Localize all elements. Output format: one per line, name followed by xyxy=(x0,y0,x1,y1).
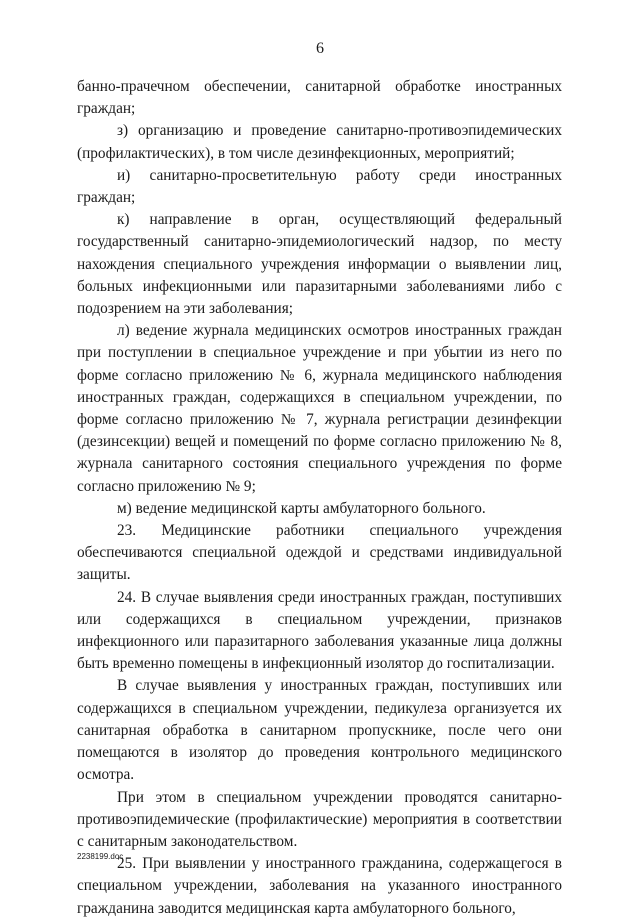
page-number: 6 xyxy=(316,40,324,57)
paragraph-24-pediculosis: В случае выявления у иностранных граждан, поступивших или содержащихся в специальном учреждении, педикулеза организуется их санитарная обработка в санитарном пропускнике, после чего они помещаются в изолятор до проведения контрольного медицинского осмотра. xyxy=(77,677,562,784)
paragraph-item-k: к) направление в орган, осуществляющий федеральный государственный санитарно-эпидемиологический надзор, по месту нахождения специального учреждения информации о выявлении лиц, больных инфекционными или паразитарными заболеваниями либо с подозрением на эти заболевания; xyxy=(77,211,562,318)
paragraph-item-i: и) санитарно-просветительную работу среди иностранных граждан; xyxy=(77,166,562,207)
paragraph-25: 25. При выявлении у иностранного гражданина, содержащегося в специальном учреждении, заболевания на указанного иностранного гражданина заводится медицинская карта амбулаторного больного, xyxy=(77,855,562,917)
paragraph-23: 23. Медицинские работники специального учреждения обеспечиваются специальной одеждой и средствами индивидуальной защиты. xyxy=(77,522,562,584)
paragraph-24-measures: При этом в специальном учреждении проводятся санитарно-противоэпидемические (профилактические) мероприятия в соответствии с санитарным законодательством. xyxy=(77,788,562,850)
paragraph-item-l: л) ведение журнала медицинских осмотров иностранных граждан при поступлении в специальное учреждение и при убытии из него по форме согласно приложению № 6, журнала медицинского наблюдения иностранных граждан, содержащихся в специальном учреждении, по форме согласно приложению № 7, журнала регистрации дезинфекции (дезинсекции) вещей и помещений по форме согласно приложению № 8, журнала санитарного состояния специального учреждения по форме согласно приложению № 9; xyxy=(77,322,562,495)
paragraph-item-z: з) организацию и проведение санитарно-противоэпидемических (профилактических), в том числе дезинфекционных, мероприятий; xyxy=(77,122,562,162)
paragraph-continuation: банно-прачечном обеспечении, санитарной обработке иностранных граждан; xyxy=(77,78,562,118)
paragraph-item-m: м) ведение медицинской карты амбулаторного больного. xyxy=(117,499,486,517)
document-filename: 2238199.doc xyxy=(77,852,124,861)
paragraph-24: 24. В случае выявления среди иностранных граждан, поступивших или содержащихся в специальном учреждении, признаков инфекционного или паразитарного заболевания указанные лица должны быть временно помещены в инфекционный изолятор до госпитализации. xyxy=(77,588,562,673)
document-body xyxy=(77,76,562,920)
